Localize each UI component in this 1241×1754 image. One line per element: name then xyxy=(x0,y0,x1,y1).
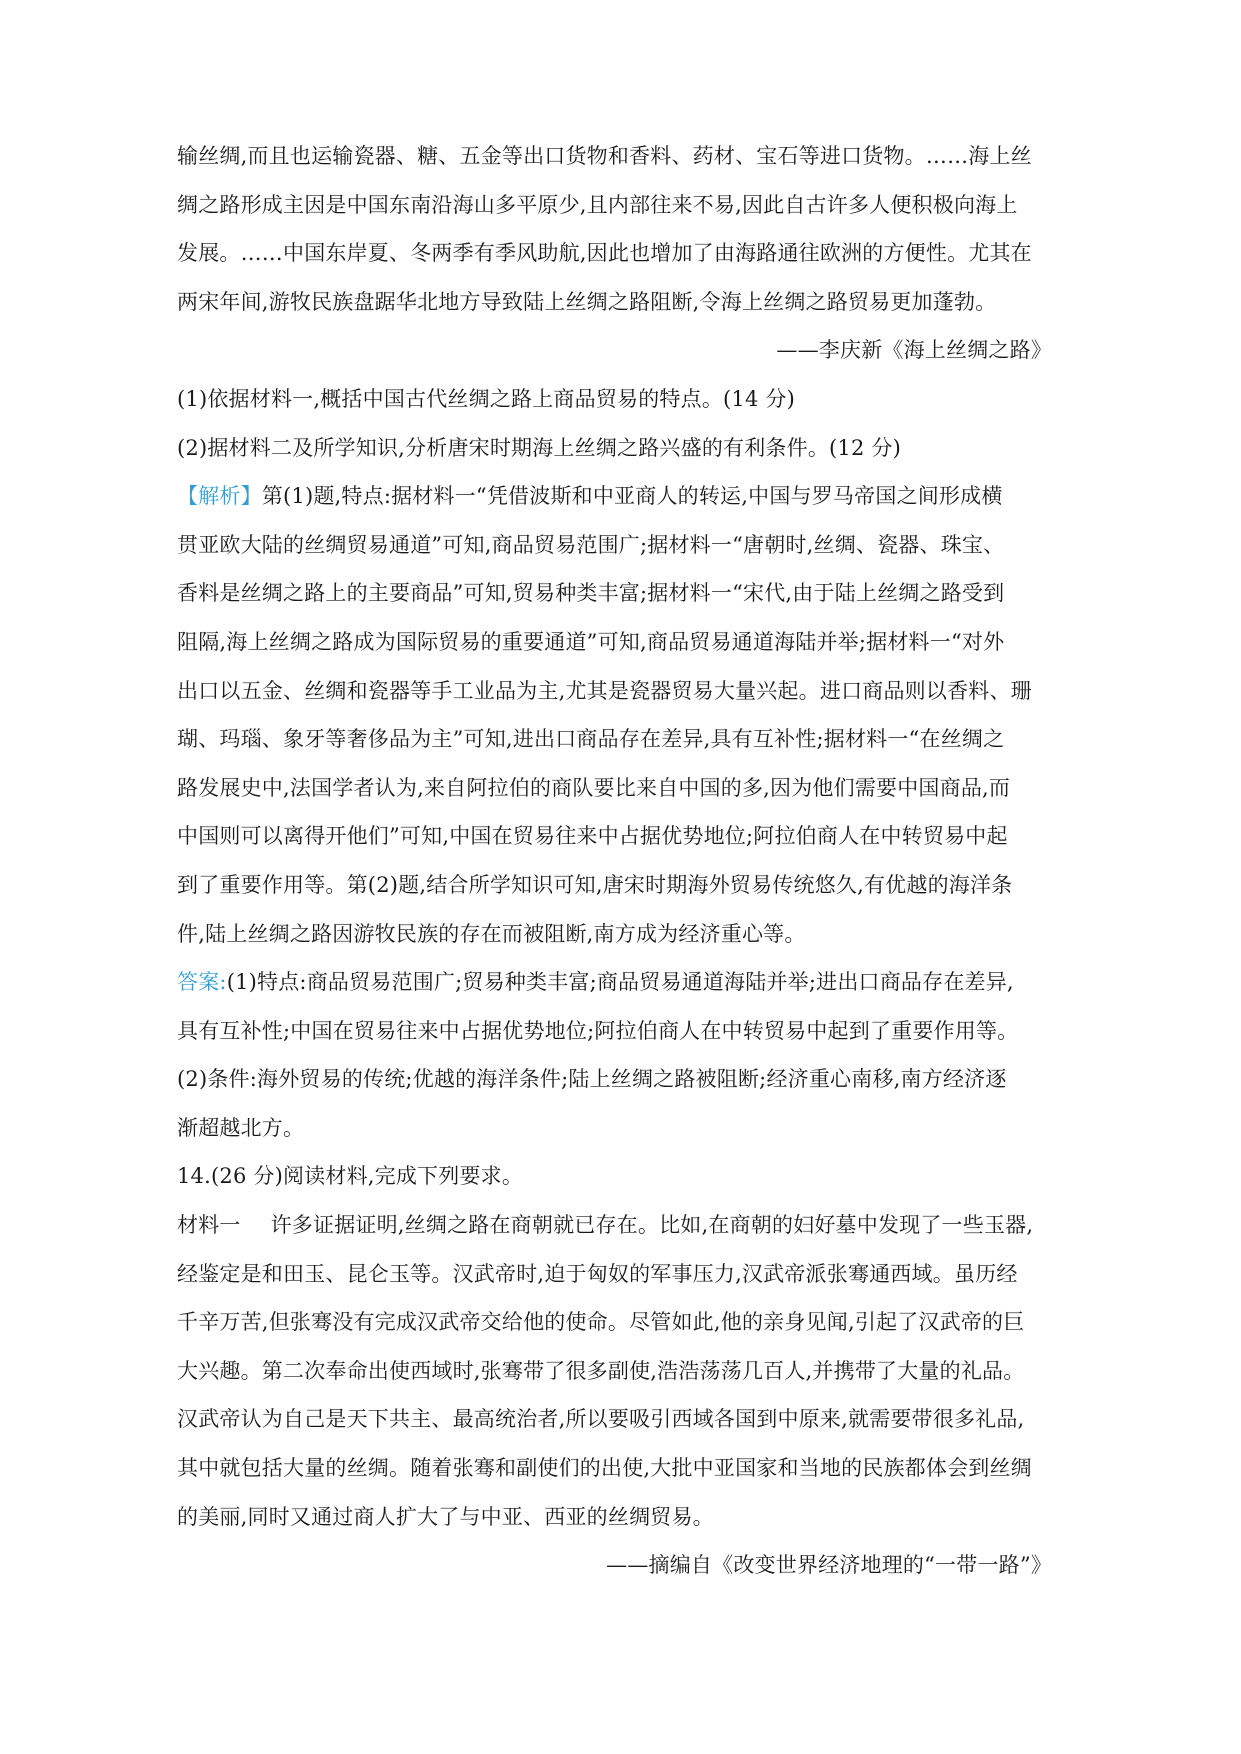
answer-label: 答案: xyxy=(177,970,227,995)
question-2: (2)据材料二及所学知识,分析唐宋时期海上丝绸之路兴盛的有利条件。(12 分) xyxy=(177,435,902,460)
analysis-line xyxy=(177,472,1062,521)
answer-line: (2)条件:海外贸易的传统;优越的海洋条件;陆上丝绸之路被阻断;经济重心南移,南方经济逐 xyxy=(177,1067,1007,1092)
analysis-label: 【解析】 xyxy=(177,484,262,509)
material1-line: 经鉴定是和田玉、昆仑玉等。汉武帝时,迫于匈奴的军事压力,汉武帝派张骞通西域。虽历经 xyxy=(177,1261,1018,1286)
material1-line: 汉武帝认为自己是天下共主、最高统治者,所以要吸引西域各国到中原来,就需要带很多礼品, xyxy=(177,1407,1025,1432)
answer-text: (1)特点:商品贸易范围广;贸易种类丰富;商品贸易通道海陆并举;进出口商品存在差异, xyxy=(226,970,1014,995)
material1-line xyxy=(177,1201,1062,1250)
answer-line: 具有互补性;中国在贸易往来中占据优势地位;阿拉伯商人在中转贸易中起到了重要作用等。 xyxy=(177,1018,1019,1043)
analysis-line: 中国则可以离得开他们”可知,中国在贸易往来中占据优势地位;阿拉伯商人在中转贸易中起 xyxy=(177,824,1008,849)
analysis-line: 阻隔,海上丝绸之路成为国际贸易的重要通道”可知,商品贸易通道海陆并举;据材料一“对外 xyxy=(177,629,1005,654)
material1-line: 千辛万苦,但张骞没有完成汉武帝交给他的使命。尽管如此,他的亲身见闻,引起了汉武帝的巨 xyxy=(177,1310,1025,1335)
material1-line: 的美丽,同时又通过商人扩大了与中亚、西亚的丝绸贸易。 xyxy=(177,1504,714,1529)
material1-source: ——摘编自《改变世界经济地理的“一带一路”》 xyxy=(606,1553,1052,1578)
analysis-line: 贯亚欧大陆的丝绸贸易通道”可知,商品贸易范围广;据材料一“唐朝时,丝绸、瓷器、珠宝、 xyxy=(177,532,1005,557)
analysis-text: 第(1)题,特点:据材料一“凭借波斯和中亚商人的转运,中国与罗马帝国之间形成横 xyxy=(261,484,1003,509)
answer-line xyxy=(177,958,1062,1007)
material2-source: ——李庆新《海上丝绸之路》 xyxy=(776,338,1052,363)
material2-line: 两宋年间,游牧民族盘踞华北地方导致陆上丝绸之路阻断,令海上丝绸之路贸易更加蓬勃。 xyxy=(177,289,997,314)
material1-line: 其中就包括大量的丝绸。随着张骞和副使们的出使,大批中亚国家和当地的民族都体会到丝绸 xyxy=(177,1456,1032,1481)
analysis-line: 出口以五金、丝绸和瓷器等手工业品为主,尤其是瓷器贸易大量兴起。进口商品则以香料、珊 xyxy=(177,678,1032,703)
material2-line: 绸之路形成主因是中国东南沿海山多平原少,且内部往来不易,因此自古许多人便积极向海上 xyxy=(177,192,1018,217)
material2-line: 发展。……中国东岸夏、冬两季有季风助航,因此也增加了由海路通往欧洲的方便性。尤其在 xyxy=(177,241,1032,266)
material1-line: 大兴趣。第二次奉命出使西域时,张骞带了很多副使,浩浩荡荡几百人,并携带了大量的礼品。 xyxy=(177,1358,1025,1383)
question-14-header: 14.(26 分)阅读材料,完成下列要求。 xyxy=(177,1164,524,1189)
analysis-line: 瑚、玛瑙、象牙等奢侈品为主”可知,进出口商品存在差异,具有互补性;据材料一“在丝绸之 xyxy=(177,727,1005,752)
material1-label: 材料一 xyxy=(177,1213,241,1238)
material2-line: 输丝绸,而且也运输瓷器、糖、五金等出口货物和香料、药材、宝石等进口货物。……海上丝 xyxy=(177,144,1032,168)
analysis-line: 路发展史中,法国学者认为,来自阿拉伯的商队要比来自中国的多,因为他们需要中国商品,而 xyxy=(177,775,1011,800)
material1-text: 许多证据证明,丝绸之路在商朝就已存在。比如,在商朝的妇好墓中发现了一些玉器, xyxy=(270,1213,1034,1238)
answer-line: 渐超越北方。 xyxy=(177,1115,305,1140)
document-body xyxy=(177,132,1062,1590)
analysis-line: 件,陆上丝绸之路因游牧民族的存在而被阻断,南方成为经济重心等。 xyxy=(177,921,806,946)
analysis-line: 香料是丝绸之路上的主要商品”可知,贸易种类丰富;据材料一“宋代,由于陆上丝绸之路受到 xyxy=(177,581,1005,606)
analysis-line: 到了重要作用等。第(2)题,结合所学知识可知,唐宋时期海外贸易传统悠久,有优越的海洋条 xyxy=(177,872,1013,897)
question-1: (1)依据材料一,概括中国古代丝绸之路上商品贸易的特点。(14 分) xyxy=(177,386,796,411)
